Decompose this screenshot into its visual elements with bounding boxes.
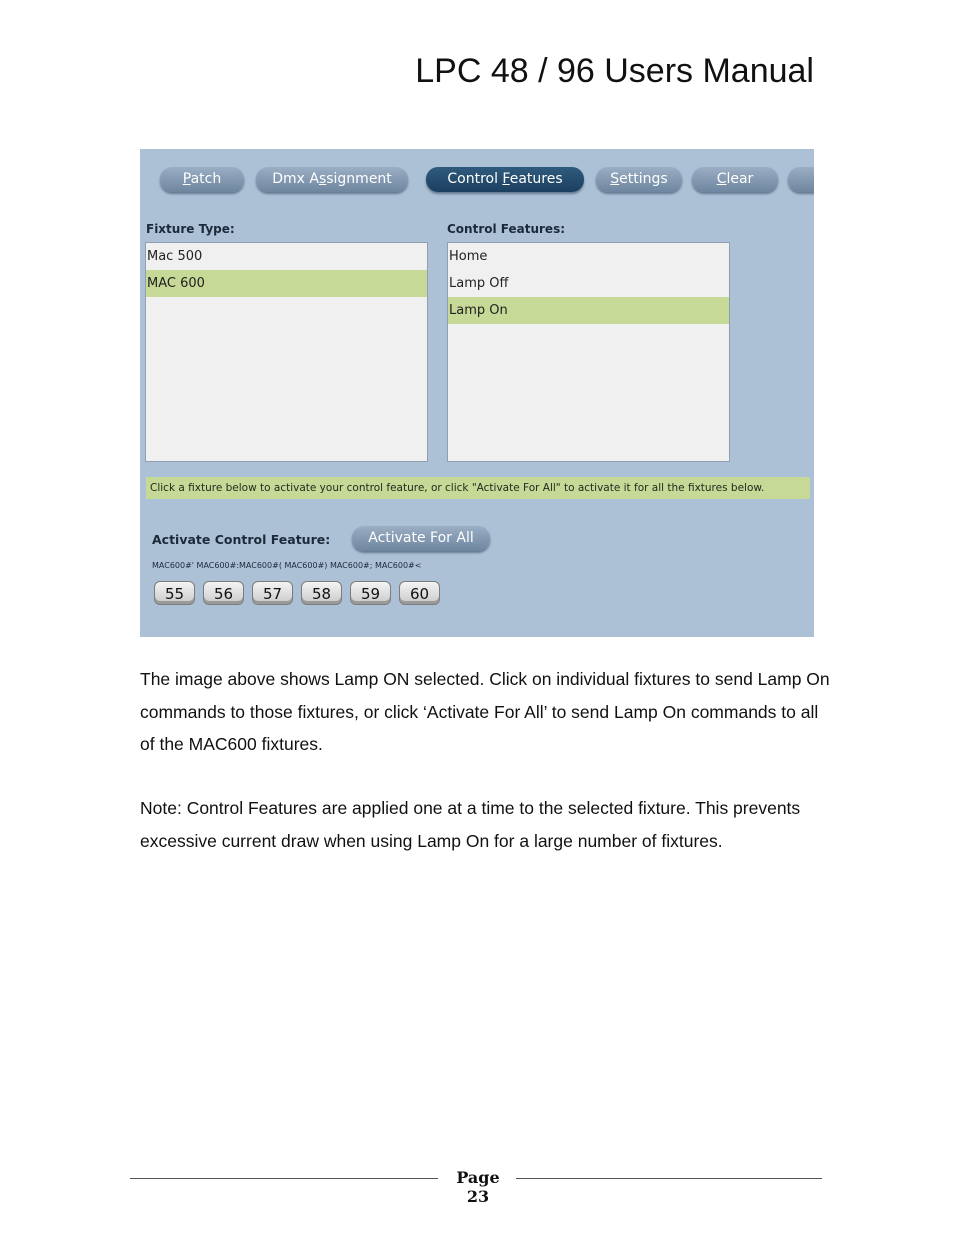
fixture-type-label: Fixture Type: xyxy=(146,222,235,236)
tab-patch[interactable] xyxy=(160,167,244,192)
control-features-label: Control Features: xyxy=(447,222,566,236)
tab-label: ettings xyxy=(619,171,668,187)
fixture-button-55[interactable]: 55 xyxy=(154,581,195,605)
fixture-button-57[interactable]: 57 xyxy=(252,581,293,605)
list-item[interactable]: Mac 500 xyxy=(147,249,203,264)
lpc-screenshot xyxy=(140,149,814,637)
tab-label: atch xyxy=(190,171,222,187)
tab-label: lear xyxy=(726,171,754,187)
fixture-names-row: MAC600#' MAC600#:MAC600#( MAC600#) MAC600#; MAC600#< xyxy=(152,561,422,570)
fixture-button-56[interactable]: 56 xyxy=(203,581,244,605)
tab-settings[interactable] xyxy=(596,167,682,192)
list-item[interactable]: Home xyxy=(449,249,488,264)
tab-label: eatures xyxy=(509,171,563,187)
body-paragraph-2: Note: Control Features are applied one at a time to the selected fixture. This prevents excessive current draw when using Lamp On for a large number of fixtures. xyxy=(140,798,801,851)
activate-control-feature-label: Activate Control Feature: xyxy=(152,532,331,547)
fixture-type-list[interactable] xyxy=(145,242,428,462)
tab-overflow[interactable] xyxy=(788,167,814,192)
tab-label-accelerator: F xyxy=(502,171,510,187)
footer-rule-right xyxy=(516,1178,822,1179)
tab-clear[interactable] xyxy=(692,167,778,192)
control-features-list[interactable] xyxy=(447,242,730,462)
footer-rule-left xyxy=(130,1178,438,1179)
fixture-button-60[interactable]: 60 xyxy=(399,581,440,605)
list-item[interactable]: MAC 600 xyxy=(146,270,427,297)
tab-dmx-assignment[interactable] xyxy=(256,167,408,192)
tab-label: Control xyxy=(447,171,503,187)
tab-label: signment xyxy=(326,171,392,187)
tab-label-accelerator: P xyxy=(182,171,191,187)
activate-for-all-button[interactable]: Activate For All xyxy=(352,526,490,551)
list-item[interactable]: Lamp Off xyxy=(449,276,509,291)
list-item[interactable]: Lamp On xyxy=(448,297,729,324)
fixture-button-58[interactable]: 58 xyxy=(301,581,342,605)
tab-label: Dmx A xyxy=(272,171,319,187)
tab-label-accelerator: S xyxy=(610,171,620,187)
tab-label-accelerator: s xyxy=(318,171,327,187)
instruction-banner: Click a fixture below to activate your control feature, or click "Activate For All" to activate it for all the fixtures below. xyxy=(146,477,810,499)
document-title: LPC 48 / 96 Users Manual xyxy=(415,52,814,90)
fixture-button-59[interactable]: 59 xyxy=(350,581,391,605)
tab-label-accelerator: C xyxy=(716,171,727,187)
tab-control-features[interactable] xyxy=(426,167,584,192)
page-number: Page 23 xyxy=(456,1168,500,1206)
body-paragraph-1: The image above shows Lamp ON selected. Click on individual fixtures to send Lamp On commands to those fixtures, or click ‘Activate For All’ to send Lamp On commands to all of the MAC600 fixtures. xyxy=(140,669,830,754)
